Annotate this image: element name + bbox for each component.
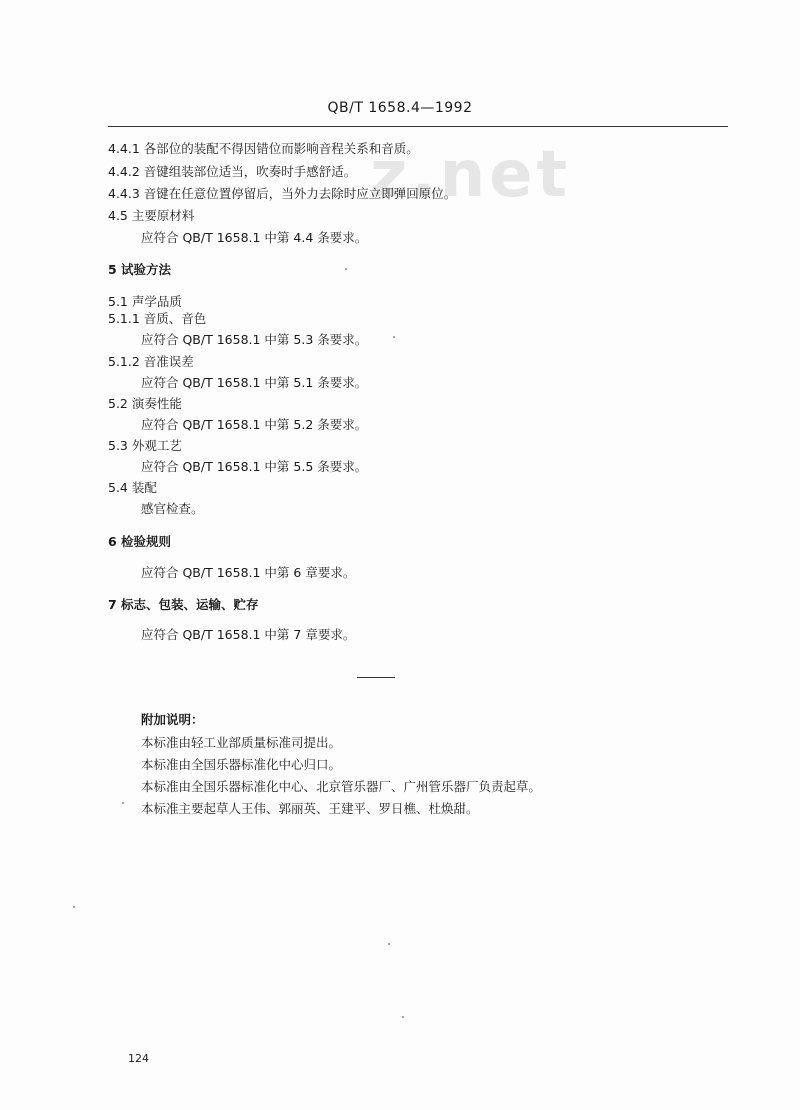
scan-speck — [73, 906, 75, 908]
clause-5-3: 5.3 外观工艺 — [108, 438, 182, 453]
additional-note-item: 本标准由全国乐器标准化中心归口。 — [141, 757, 342, 772]
scan-speck — [402, 1016, 404, 1018]
end-separator — [357, 677, 395, 678]
clause-4-4-1: 4.4.1 各部位的装配不得因错位而影响音程关系和音质。 — [108, 141, 419, 156]
clause-5-2-text: 应符合 QB/T 1658.1 中第 5.2 条要求。 — [141, 417, 368, 432]
scan-speck — [122, 802, 124, 804]
clause-5-1-2-text: 应符合 QB/T 1658.1 中第 5.1 条要求。 — [141, 375, 368, 390]
section-5-heading: 5 试验方法 — [108, 262, 172, 277]
scan-speck — [345, 268, 347, 270]
clause-5-1: 5.1 声学品质 — [108, 294, 182, 309]
scan-speck — [393, 336, 395, 338]
clause-4-4-3: 4.4.3 音键在任意位置停留后，当外力去除时应立即弹回原位。 — [108, 186, 457, 201]
clause-5-4: 5.4 装配 — [108, 480, 157, 495]
additional-note-item: 本标准主要起草人王伟、郭丽英、王建平、罗日樵、杜焕甜。 — [141, 801, 479, 816]
clause-4-5-text: 应符合 QB/T 1658.1 中第 4.4 条要求。 — [141, 230, 368, 245]
section-7-text: 应符合 QB/T 1658.1 中第 7 章要求。 — [141, 627, 356, 642]
additional-notes-title: 附加说明： — [141, 712, 204, 727]
additional-note-item: 本标准由全国乐器标准化中心、北京管乐器厂、广州管乐器厂负责起草。 — [141, 779, 542, 794]
watermark: z.net — [370, 138, 572, 212]
section-6-text: 应符合 QB/T 1658.1 中第 6 章要求。 — [141, 565, 356, 580]
clause-5-3-text: 应符合 QB/T 1658.1 中第 5.5 条要求。 — [141, 459, 368, 474]
section-6-heading: 6 检验规则 — [108, 534, 172, 549]
header-rule — [108, 126, 728, 127]
section-7-heading: 7 标志、包装、运输、贮存 — [108, 597, 259, 612]
clause-5-4-text: 感官检查。 — [141, 501, 204, 516]
scan-speck — [388, 943, 390, 945]
clause-4-5: 4.5 主要原材料 — [108, 208, 195, 223]
additional-note-item: 本标准由轻工业部质量标准司提出。 — [141, 735, 342, 750]
standard-code-header: QB/T 1658.4—1992 — [327, 100, 473, 116]
clause-5-1-1-text: 应符合 QB/T 1658.1 中第 5.3 条要求。 — [141, 332, 368, 347]
page-number: 124 — [128, 1052, 149, 1065]
clause-5-1-2: 5.1.2 音准误差 — [108, 354, 194, 369]
clause-4-4-2: 4.4.2 音键组装部位适当，吹奏时手感舒适。 — [108, 164, 357, 179]
clause-5-1-1: 5.1.1 音质、音色 — [108, 311, 207, 326]
clause-5-2: 5.2 演奏性能 — [108, 396, 182, 411]
